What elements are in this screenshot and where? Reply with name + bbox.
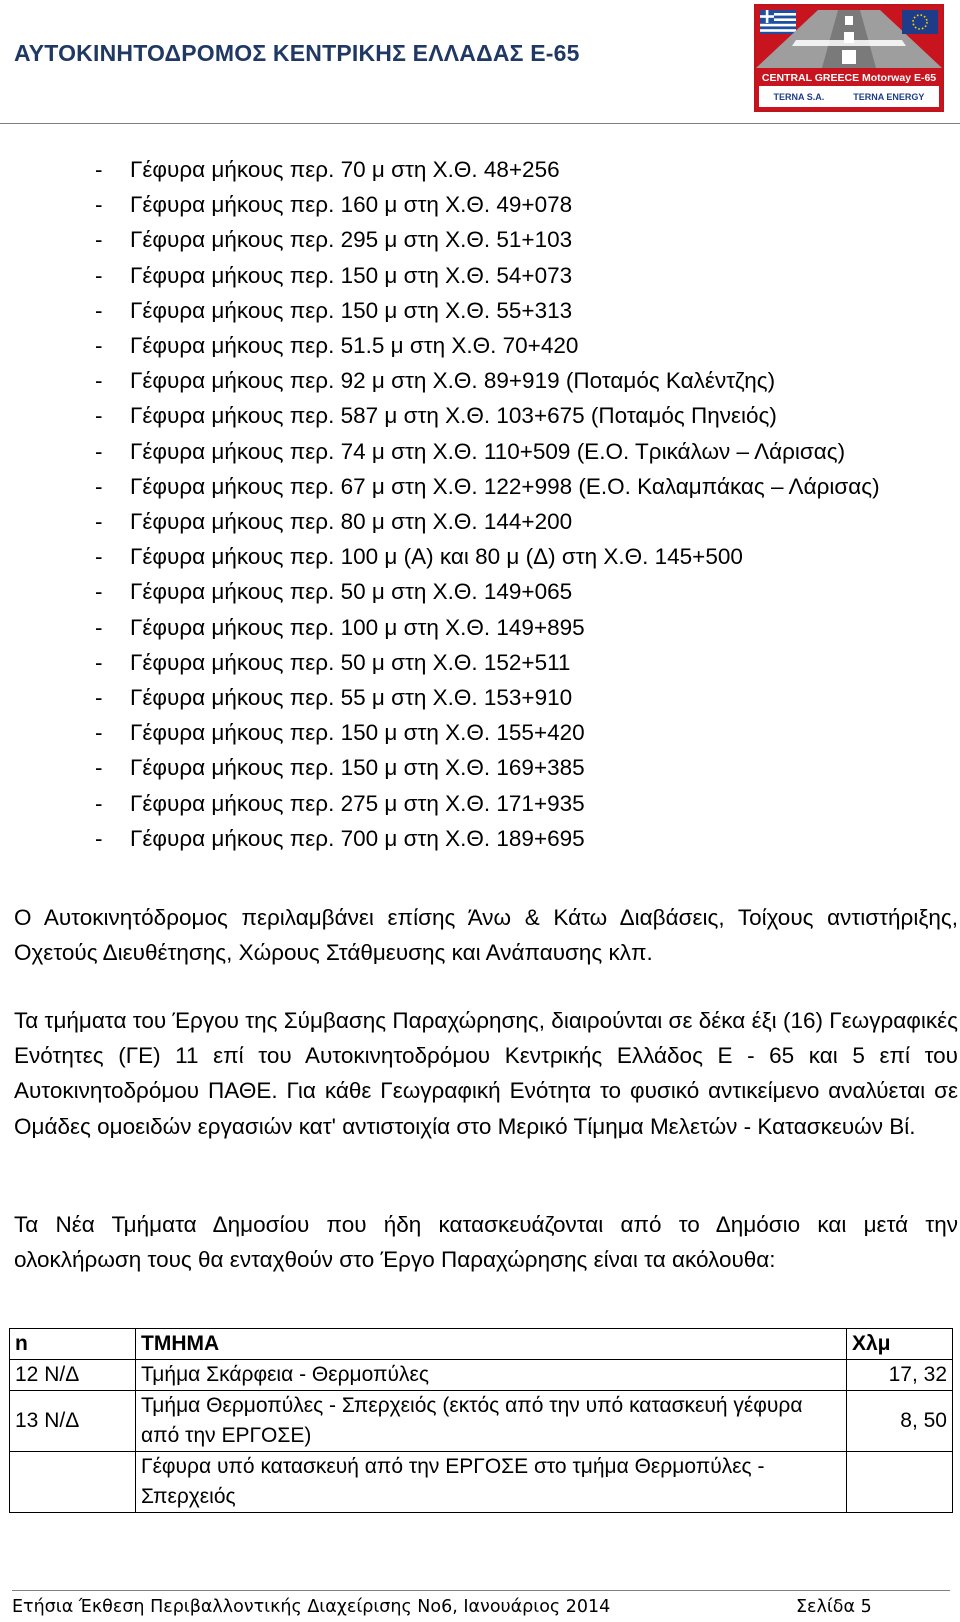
table-header-section: ΤΜΗΜΑ bbox=[136, 1329, 847, 1360]
paragraph-new-sections: Τα Νέα Τμήματα Δημοσίου που ήδη κατασκευάζονται από το Δημόσιο και μετά την ολοκλήρωση τους θα ενταχθούν στο Έργο Παραχώρησης είναι τα ακόλουθα: bbox=[14, 1212, 958, 1273]
table-row bbox=[10, 1391, 953, 1452]
table-cell-km: 8, 50 bbox=[847, 1391, 953, 1452]
document-header-title: ΑΥΤΟΚΙΝΗΤΟΔΡΟΜΟΣ ΚΕΝΤΡΙΚΗΣ ΕΛΛΑΔΑΣ Ε-65 bbox=[14, 40, 580, 66]
eu-flag-icon bbox=[902, 10, 938, 34]
logo-brands bbox=[759, 86, 939, 107]
bridge-item: - Γέφυρα μήκους περ. 80 μ στη Χ.Θ. 144+200 bbox=[0, 504, 960, 539]
bridge-item: - Γέφυρα μήκους περ. 55 μ στη Χ.Θ. 153+910 bbox=[0, 680, 960, 715]
table-header-km: Χλμ bbox=[847, 1329, 953, 1360]
page-header bbox=[0, 0, 960, 124]
bridge-item: - Γέφυρα μήκους περ. 700 μ στη Χ.Θ. 189+695 bbox=[0, 821, 960, 856]
footer-divider bbox=[12, 1590, 950, 1591]
paragraph-geographic-units: Τα τμήματα του Έργου της Σύμβασης Παραχώρησης, διαιρούνται σε δέκα έξι (16) Γεωγραφικές Ενότητες (ΓΕ) 11 επί του Αυτοκινητοδρόμου Κεντρικής Ελλάδος Ε - 65 και 5 επί του Αυτοκινητοδρόμου ΠΑΘΕ. Για κάθε Γεωγραφική Ενότητα το φυσικό αντικείμενο αναλύεται σε Ομάδες ομοειδών εργασιών κατ' αντιστοιχία στο Μερικό Τίμημα Μελετών - Κατασκευών Βί. bbox=[14, 1008, 958, 1139]
table-row bbox=[10, 1452, 953, 1513]
terna-brand: TERNA S.A. bbox=[773, 91, 825, 102]
table-cell-n: 13 Ν/Δ bbox=[10, 1391, 136, 1452]
terna-energy-brand: TERNA ENERGY bbox=[853, 91, 925, 102]
table-row bbox=[10, 1360, 953, 1391]
table-header-n: n bbox=[10, 1329, 136, 1360]
table-cell-n: 12 Ν/Δ bbox=[10, 1360, 136, 1391]
bridge-item: - Γέφυρα μήκους περ. 100 μ στη Χ.Θ. 149+895 bbox=[0, 610, 960, 645]
bridge-item: - Γέφυρα μήκους περ. 150 μ στη Χ.Θ. 169+385 bbox=[0, 750, 960, 785]
bridge-item: - Γέφυρα μήκους περ. 92 μ στη Χ.Θ. 89+919 (Ποταμός Καλέντζης) bbox=[0, 363, 960, 398]
bridge-item: - Γέφυρα μήκους περ. 67 μ στη Χ.Θ. 122+998 (Ε.Ο. Καλαμπάκας – Λάρισας) bbox=[0, 469, 960, 504]
bridge-item: - Γέφυρα μήκους περ. 150 μ στη Χ.Θ. 55+313 bbox=[0, 293, 960, 328]
table-cell-n bbox=[10, 1452, 136, 1513]
bridge-item: - Γέφυρα μήκους περ. 295 μ στη Χ.Θ. 51+103 bbox=[0, 222, 960, 257]
table-cell-section: Τμήμα Θερμοπύλες - Σπερχειός (εκτός από την υπό κατασκευή γέφυρα από την ΕΡΓΟΣΕ) bbox=[136, 1391, 847, 1452]
bridge-item: - Γέφυρα μήκους περ. 587 μ στη Χ.Θ. 103+675 (Ποταμός Πηνειός) bbox=[0, 398, 960, 433]
bridge-item: - Γέφυρα μήκους περ. 74 μ στη Χ.Θ. 110+509 (Ε.Ο. Τρικάλων – Λάρισας) bbox=[0, 434, 960, 469]
bridge-item: - Γέφυρα μήκους περ. 160 μ στη Χ.Θ. 49+078 bbox=[0, 187, 960, 222]
table-cell-km bbox=[847, 1452, 953, 1513]
footer-report-title: Ετήσια Έκθεση Περιβαλλοντικής Διαχείρισης Νο6, Ιανουάριος 2014 bbox=[12, 1597, 611, 1617]
greek-flag-icon bbox=[760, 10, 796, 34]
new-sections-table bbox=[9, 1328, 953, 1513]
table-cell-km: 17, 32 bbox=[847, 1360, 953, 1391]
bridge-item: - Γέφυρα μήκους περ. 150 μ στη Χ.Θ. 54+073 bbox=[0, 258, 960, 293]
header-divider bbox=[0, 123, 960, 124]
footer-page-number: Σελίδα 5 bbox=[796, 1597, 872, 1617]
bridge-item: - Γέφυρα μήκους περ. 50 μ στη Χ.Θ. 149+065 bbox=[0, 574, 960, 609]
logo-caption: CENTRAL GREECE Motorway E-65 bbox=[761, 72, 937, 84]
bridge-item: - Γέφυρα μήκους περ. 50 μ στη Χ.Θ. 152+511 bbox=[0, 645, 960, 680]
paragraph-structures: Ο Αυτοκινητόδρομος περιλαμβάνει επίσης Άνω & Κάτω Διαβάσεις, Τοίχους αντιστήριξης, Οχετούς Διευθέτησης, Χώρους Στάθμευσης και Ανάπαυσης κλπ. bbox=[14, 905, 958, 966]
bridge-item: - Γέφυρα μήκους περ. 150 μ στη Χ.Θ. 155+420 bbox=[0, 715, 960, 750]
table-header-row bbox=[10, 1329, 953, 1360]
bridge-list bbox=[0, 152, 960, 856]
motorway-logo bbox=[754, 4, 944, 112]
bridge-item: - Γέφυρα μήκους περ. 275 μ στη Χ.Θ. 171+935 bbox=[0, 786, 960, 821]
bridge-item: - Γέφυρα μήκους περ. 70 μ στη Χ.Θ. 48+256 bbox=[0, 152, 960, 187]
bridge-item: - Γέφυρα μήκους περ. 100 μ (Α) και 80 μ (Δ) στη Χ.Θ. 145+500 bbox=[0, 539, 960, 574]
bridge-item: - Γέφυρα μήκους περ. 51.5 μ στη Χ.Θ. 70+420 bbox=[0, 328, 960, 363]
table-cell-section: Τμήμα Σκάρφεια - Θερμοπύλες bbox=[136, 1360, 847, 1391]
table-cell-section: Γέφυρα υπό κατασκευή από την ΕΡΓΟΣΕ στο τμήμα Θερμοπύλες - Σπερχειός bbox=[136, 1452, 847, 1513]
